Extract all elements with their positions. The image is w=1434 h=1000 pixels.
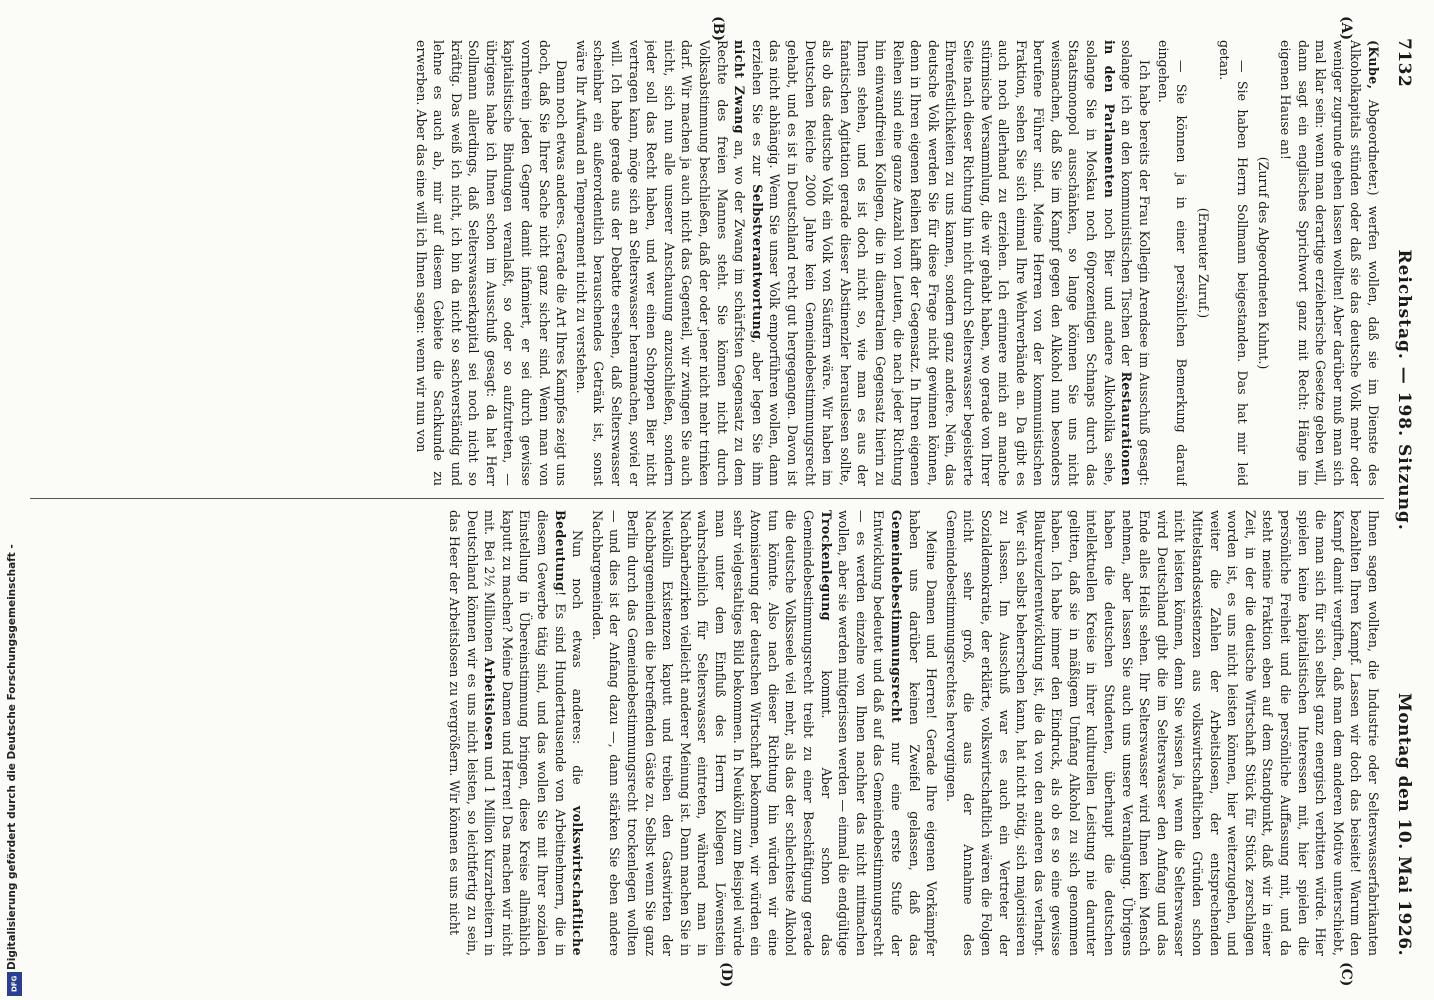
emphasis: Arbeitslosen bbox=[482, 657, 498, 751]
paragraph-text: noch Bier und andere Alkoholika sehe, solange Sie in Moskau noch 60prozentigen Schnaps durch das Staatsmonopol ausschänken, so lange können Sie uns nicht weismachen, daß Sie im Kampf gegen den Alkohol nun besonders berufene Führer sind. Meine Herren von der kommunistischen Fraktion, sehen Sie sich einmal Ihre Wehrverbände an. Da gibt es auch noch allerhand zu erziehen. Ich erinnere mich an manche stürmische Versammlung, die wir gehabt haben, wo gerade von Ihrer Seite nach dieser Richtung hin nicht durch Selterswasser begeisterte Ehrenfestlichkeiten zu uns kamen, sondern ganz andere. Nein, das deutsche Volk werden Sie für diese Frage nicht gewinnen können, denn in Ihren eigenen Reihen klafft der Gegensatz. In Ihren eigenen Reihen sind eine ganze Anzahl von Leuten, die nach jeder Richtung hin einwandfreien Kollegen, die in diametralem Gegensatz hierin zu Ihnen stehen, und es ist doch nicht so, wie man es aus der fanatischen Agitation gerade dieser Abstinenzler herauslesen sollte, als ob das deutsche Volk ein Volk von Säufern wäre. Wir haben im Deutschen Reiche 2000 Jahre kein Gemeindebestimmungsrecht gehabt, und es ist in Deutschland recht gut hergegangen. Davon ist das nicht abhängig. Wenn Sie unser Volk emporführen wollen, dann erziehen Sie es zur bbox=[749, 40, 1117, 486]
left-column bbox=[30, 40, 1382, 486]
interjection: (Erneuter Zuruf.) bbox=[1195, 207, 1211, 319]
emphasis: Gemeindebestimmungsrecht bbox=[888, 510, 904, 724]
paragraph-text: Nun noch etwas anderes: die bbox=[570, 530, 586, 785]
paragraph-text: und 1 Million Kurzarbeitern in Deutschland können wir es uns nicht leisten, so leichtfertig zu sein, das Heer der Arbeitslosen zu vergrößern. Wir können es uns nicht bbox=[447, 510, 498, 956]
paragraph bbox=[446, 510, 587, 956]
margin-marker-c: (C) bbox=[1338, 962, 1354, 987]
paragraph-text: ! Es sind Hunderttausende von Arbeitnehmern, die in diesem Gewerbe tätig sind, und das wollen Sie mit Ihrer sozialen Einstellung in Übereinstimmung bringen, diese Kreise allmählich kaputt zu machen? Meine Damen und Herren! Das machen wir nicht mit. Bei 2½ Millionen bbox=[482, 510, 568, 956]
paragraph-text: Meine Damen und Herren! Gerade Ihre eigenen Vorkämpfer haben uns darüber keinen Zweifel gelassen, daß das bbox=[906, 510, 940, 956]
speaker-name: (Kube, bbox=[1366, 40, 1381, 90]
interjection: (Zuruf des Abgeordneten Kuhnt.) bbox=[1256, 156, 1272, 370]
digitization-credit bbox=[6, 0, 26, 1000]
paragraph bbox=[1276, 40, 1382, 486]
paragraph-text: nur eine erste Stufe der Entwicklung bedeutet und daß auf das Gemeindebestimmungsrecht — es werden einzelne von Ihnen nachher das nicht mitmachen wollen, aber sie werden mitgerissen werden — einmal die endgültige bbox=[836, 510, 904, 956]
paragraph: — Sie können ja in einer persönlichen Bemerkung darauf eingehen. bbox=[1156, 40, 1190, 486]
column-divider bbox=[30, 498, 1384, 499]
paragraph: — Sie haben Herrn Sollmann beigestanden. Das hat mir leid getan. bbox=[1217, 40, 1250, 486]
paragraph: Ihnen sagen wollten, die Industrie oder Selterswasserfabrikanten bezahlten Ihren Kampf. Lassen wir doch das beiseite! Warum den Kampf damit vergiften, daß man dem anderen Motive unterschiebt, die man sich für sich selbst ganz energisch verbitten würde. Hier spielen keine kapitalistischen Interessen mit, hier spielen die persönliche Freiheit und die persönliche Auffassung mit, und da steht meine Fraktion eben auf dem Standpunkt, daß wir in einer Zeit, in der die deutsche Wirtschaft Stück für Stück zerschlagen worden ist, es uns nicht leisten können, hier weiterzugehen, und weiter die Zahlen der Arbeitslosen, der entsprechenden Mittelstandsexistenzen aus volkswirtschaftlichen Gründen schon nicht leisten können, denn Sie wissen ja, wenn die Selterswasser wird Deutschland gibt die im Selterswasser den Anfang und das Ende alles Heils sehen. Ihr Selterswasser wird Ihnen kein Mensch nehmen, aber lassen Sie auch uns unsere Veranlagung. Übrigens haben die deutschen Studenten, überhaupt die deutschen intellektuellen Kreise in ihrer kulturellen Leistung nie darunter gelitten, daß sie in mäßigem Umfang Alkohol zu sich genommen haben. Ich habe immer den Eindruck, als ob es so eine gewisse Blaukreuzlerentwicklung ist, die da von den anderen das verlangt. Wer sich selbst beherrschen kann, hat nicht nötig, sich majorisieren zu lassen. Im Ausschuß war es auch ein Vertreter der Sozialdemokratie, der erklärte, volkswirtschaftlich wären die Folgen nicht sehr groß, die aus der Annahme des Gemeindebestimmungsrechtes hervorgingen. bbox=[943, 510, 1381, 956]
paragraph bbox=[572, 40, 1153, 486]
session-title: Reichstag. — 198. Sitzung. bbox=[1394, 249, 1414, 531]
paragraph-text: an, wo der Zwang im schärfsten Gegensatz zu dem Rechte des freien Mannes steht. Sie können nicht durch Volksabstimmung beschließen, daß der oder jener nicht mehr trinken darf. Wir machen ja auch nicht das Gegenteil, wir zwingen Sie auch nicht, sich nun alle unserer Anschauung anzuschließen, sondern jeder soll das Recht haben, und wer einen Schoppen Bier nicht vertragen kann, möge sich an Selterswasser heranmachen, soviel er will. Ich habe gerade aus der Debatte ersehen, daß Selterswasser scheinbar ein außerordentlich berauschendes Getränk ist, sonst wäre Ihr Aufwand an Temperament nicht zu verstehen. bbox=[573, 40, 748, 486]
emphasis: Selbstverantwortung bbox=[749, 184, 765, 340]
paragraph-text: kommt. Aber schon das Gemeindebestimmungsrecht treibt zu einer Beschäftigung gerade die deutsche Volksseele viel mehr, als das der schlechteste Alkohol tun könnte. Also nach dieser Richtung hin würden wir eine Atomisierung der deutschen Wirtschaft bekommen, wir würden ein sehr vielgestaltiges Bild bekommen. In Neukölln zum Beispiel würde man unter dem Einfluß des Herrn Kollegen Löwenstein wahrscheinlich für Selterswasser eintreten, während man in Nachbarbezirken vielleicht anderer Meinung ist. Dann machen Sie in Neukölln Existenzen kaputt und treiben den Gastwirten der Nachbargemeinden die betreffenden Gäste zu. Selbst wenn Sie ganz Berlin durch das Gemeindebestimmungsrecht trockenlegen wollten — und dies ist der Anfang dazu —, dann stärken Sie eben andere Nachbargemeinden. bbox=[589, 510, 834, 956]
paragraph-text: Abgeordneter.) werfen wollen, daß sie im Dienste des Alkoholkapitals stünden oder daß sie das deutsche Volk mehr oder weniger zugrunde gehen lassen wollten! Aber darüber muß man sich mal klar sein: wenn man derartige erzieherische Gesetze geben will, dann sagt ein englisches Sprichwort ganz mit Recht: Hänge im eigenen Hause an! bbox=[1278, 40, 1381, 486]
session-date: Montag den 10. Mai 1926. bbox=[1394, 692, 1414, 956]
margin-marker-a: (A) bbox=[1338, 16, 1354, 41]
paragraph bbox=[588, 510, 940, 956]
emphasis: volkswirtschaftliche Bedeutung bbox=[552, 510, 586, 956]
page-number: 7132 bbox=[1394, 38, 1414, 88]
emphasis: Trockenlegung bbox=[818, 510, 834, 621]
right-column bbox=[30, 510, 1382, 956]
emphasis: Restaurationen in den Parlamenten bbox=[1101, 40, 1135, 486]
paragraph-text: , aber legen Sie ihm bbox=[749, 339, 765, 486]
paragraph: Dann noch etwas anderes. Gerade die Art Ihres Kampfes zeigt uns doch, daß Sie Ihrer Sache nicht ganz sicher sind. Wenn man von vornherein jeden Gegner damit infamiert, er sei durch gewisse kapitalistische Bindungen veranlaßt, so oder so aufzutreten, — übrigens habe ich Ihnen schon im Ausschuß gesagt: da hat Herr Sollmann allerdings, daß Selterswasserkapital sei noch nicht so kräftig. Das weiß ich nicht, ich bin da nicht so sachverständig und lehne es auch ab, mir auf diesem Gebiete die Sachkunde zu erwerben. Aber das eine will ich Ihnen sagen: wenn wir nun von bbox=[413, 40, 570, 486]
dfg-logo: DFG bbox=[7, 972, 22, 996]
emphasis: nicht Zwang bbox=[732, 40, 748, 134]
page-header bbox=[1394, 38, 1420, 956]
margin-marker-b: (B) bbox=[710, 16, 726, 42]
margin-marker-d: (D) bbox=[718, 962, 734, 988]
credit-text: Digitalisierung gefördert durch die Deutsche Forschungsgemeinschaft - bbox=[6, 544, 18, 970]
paragraph-text: Ich habe bereits der Frau Kollegin Arendsee im Ausschuß gesagt: solange ich an den kommunistischen Tischen der bbox=[1119, 40, 1152, 486]
